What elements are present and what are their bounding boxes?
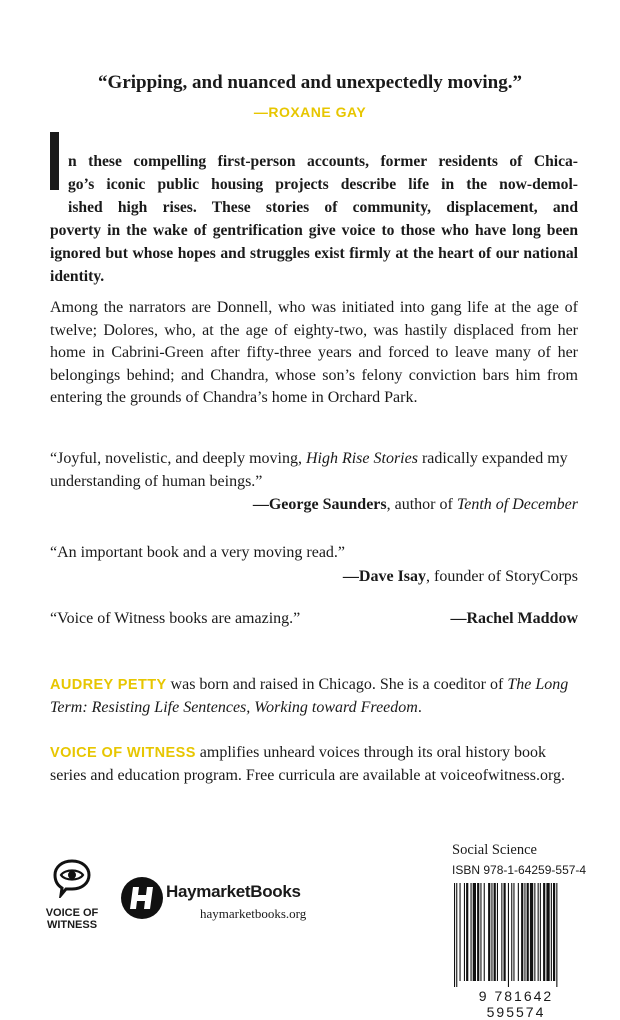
top-quote: “Gripping, and nuanced and unexpectedly moving.” (98, 72, 522, 93)
barcode-bar (540, 883, 541, 981)
maddow-blurb: “Voice of Witness books are amazing.” (50, 610, 301, 627)
barcode-bar (530, 883, 533, 981)
isay-blurb: “An important book and a very moving read.” (50, 544, 346, 561)
haymarket-h-icon (120, 876, 164, 920)
saunders-blurb-post: radically expanded my understanding of human beings.” (50, 450, 568, 490)
intro-line-2: go’s iconic public housing projects describe life in the now-demol- (68, 176, 578, 193)
saunders-blurb-title: High Rise Stories (305, 450, 418, 467)
barcode-bar (501, 883, 502, 981)
isay-dash: — (342, 568, 359, 585)
barcode-digits: 9 781642 595574 (478, 988, 554, 1020)
vow-logo-line-2: WITNESS (46, 919, 98, 931)
barcode-bar (543, 883, 545, 981)
publisher-name: HaymarketBooks (166, 882, 301, 901)
barcode-bar (488, 883, 490, 981)
barcode-bar (460, 883, 461, 981)
intro-rest: poverty in the wake of gentrification give voice to those who have long been ignored but whose hopes and struggles exist firmly at the heart of our national identity. (50, 222, 578, 285)
vow-name-tag: VOICE OF WITNESS (50, 745, 196, 761)
book-category: Social Science (452, 842, 537, 858)
narrators-paragraph: Among the narrators are Donnell, who was initiated into gang life at the age of twelve; Dolores, who, at the age of eighty-two, was hastily displaced from her home in Cabrini-Green after fifty-three years and forced to leave many of her belongings behind; and Chandra, whose son’s felony conviction bars him from entering the grounds of Chandra’s home in Orchard Park. (50, 299, 578, 406)
saunders-blurb (50, 448, 578, 493)
barcode-bar (524, 883, 525, 981)
author-name-tag: AUDREY PETTY (50, 677, 167, 693)
author-bio-book-title: The Long Term: Resisting Life Sentences, Working toward Freedom (50, 676, 569, 716)
isbn-label: ISBN 978-1-64259-557-4 (452, 863, 587, 877)
barcode-bar (534, 883, 535, 981)
barcode-bar (477, 883, 479, 981)
vow-logo-line-1: VOICE OF (45, 907, 99, 919)
vow-bio (50, 742, 578, 787)
barcode-bar (480, 883, 481, 981)
barcode-bar (553, 883, 555, 981)
saunders-role: , author of (386, 496, 457, 513)
isay-role: , founder of StoryCorps (426, 568, 578, 585)
saunders-name: George Saunders (268, 496, 387, 513)
barcode-bar (518, 883, 519, 981)
barcode (452, 883, 580, 991)
barcode-bar (491, 883, 492, 981)
isay-attribution (343, 566, 578, 589)
saunders-blurb-pre: “Joyful, novelistic, and deeply moving, (50, 450, 306, 467)
haymarket-logo-mark (120, 876, 164, 925)
author-bio-text: was born and raised in Chicago. She is a coeditor of (166, 676, 508, 693)
barcode-bar (456, 883, 457, 987)
intro-line-1: n these compelling first-person accounts, former residents of Chica- (68, 153, 578, 170)
barcode-bar (497, 883, 498, 981)
barcode-bar (464, 883, 465, 981)
publisher-url: haymarketbooks.org (200, 906, 307, 921)
author-bio (50, 674, 578, 719)
intro-line-3: ished high rises. These stories of community, displacement, and (68, 199, 578, 216)
barcode-bar (504, 883, 506, 981)
intro-paragraph (50, 150, 578, 288)
barcode-bar (521, 883, 523, 981)
vow-bio-text: amplifies unheard voices through its oral history book series and education program. Free curricula are available at voiceofwitness.org. (50, 744, 566, 784)
barcode-bar (538, 883, 539, 981)
eye-speech-icon (52, 858, 92, 898)
barcode-bar (471, 883, 472, 981)
barcode-bar (511, 883, 512, 981)
saunders-attribution (253, 494, 578, 517)
barcode-bar (513, 883, 514, 981)
barcode-bar (556, 883, 557, 987)
barcode-bar (546, 883, 549, 981)
voice-of-witness-logo (40, 858, 104, 931)
saunders-work: Tenth of December (456, 496, 578, 513)
top-quote-attribution: —ROXANE GAY (253, 104, 367, 120)
barcode-bars (452, 883, 580, 987)
barcode-bar (508, 883, 509, 987)
isay-name: Dave Isay (358, 568, 427, 585)
barcode-bar (484, 883, 485, 981)
barcode-bar (551, 883, 552, 981)
barcode-bar (473, 883, 476, 981)
barcode-bar (454, 883, 455, 987)
barcode-bar (466, 883, 468, 981)
saunders-dash: — (252, 496, 269, 513)
barcode-bar (527, 883, 529, 981)
maddow-attribution: —Rachel Maddow (450, 610, 578, 627)
barcode-bar (494, 883, 496, 981)
author-bio-end: . (417, 698, 422, 716)
